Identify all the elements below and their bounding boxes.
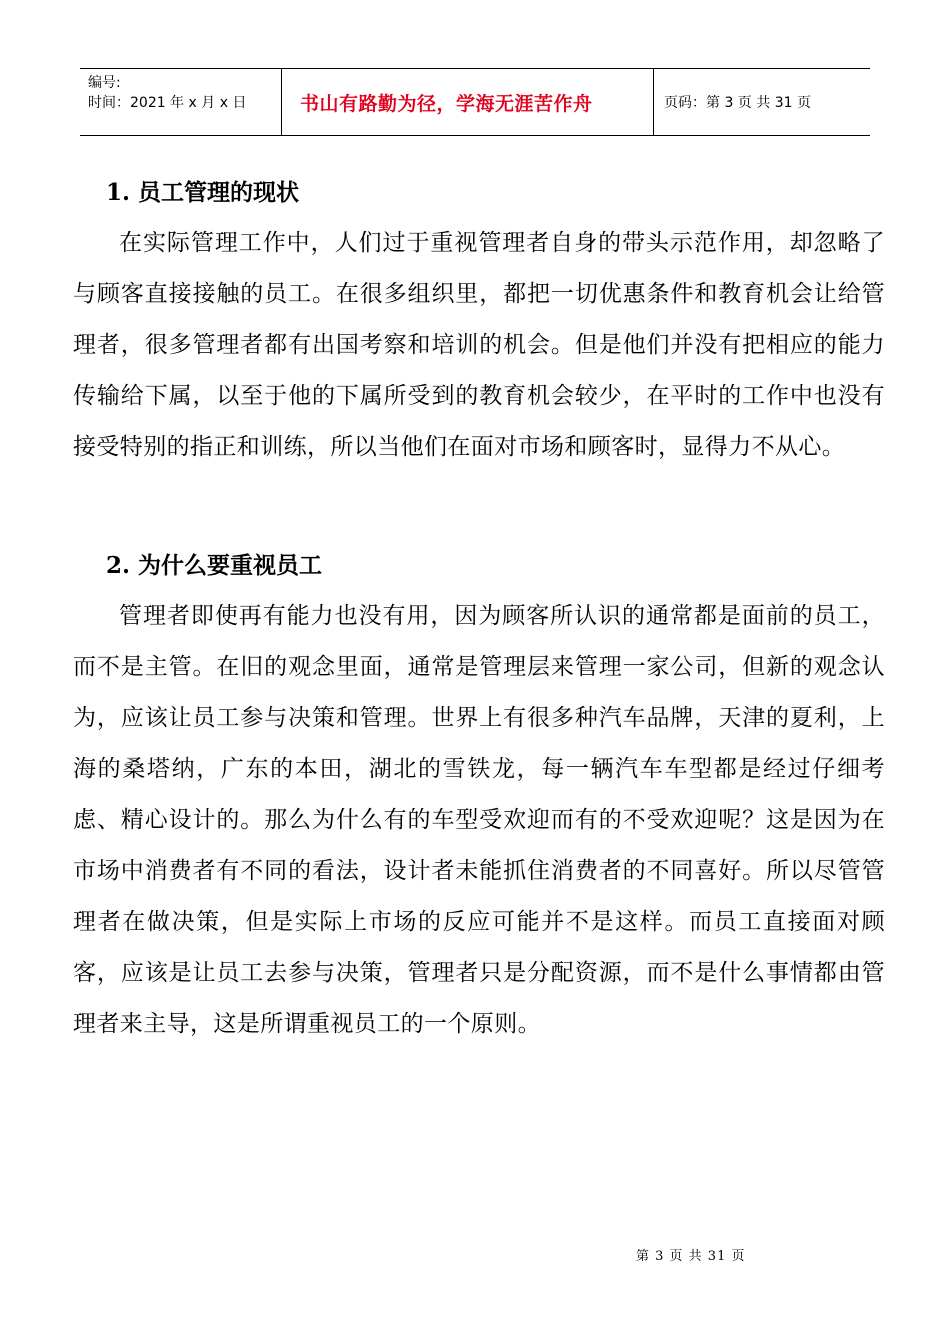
header-page-cell [654,69,870,135]
section-paragraph-1: 在实际管理工作中，人们过于重视管理者自身的带头示范作用，却忽略了与顾客直接接触的员工。在很多组织里，都把一切优惠条件和教育机会让给管理者，很多管理者都有出国考察和培训的机会。但是他们并没有把相应的能力传输给下属，以至于他的下属所受到的教育机会较少，在平时的工作中也没有接受特别的指正和训练，所以当他们在面对市场和顾客时，显得力不从心。 [73,230,885,460]
section-title-1: 1. 员工管理的现状 [106,179,300,206]
section-paragraph-2: 管理者即使再有能力也没有用，因为顾客所认识的通常都是面前的员工，而不是主管。在旧的观念里面，通常是管理层来管理一家公司，但新的观念认为，应该让员工参与决策和管理。世界上有很多种汽车品牌，天津的夏利，上海的桑塔纳，广东的本田，湖北的雪铁龙，每一辆汽车车型都是经过仔细考虑、精心设计的。那么为什么有的车型受欢迎而有的不受欢迎呢？这是因为在市场中消费者有不同的看法，设计者未能抓住消费者的不同喜好。所以尽管管理者在做决策，但是实际上市场的反应可能并不是这样。而员工直接面对顾客，应该是让员工去参与决策，管理者只是分配资源，而不是什么事情都由管理者来主导，这是所谓重视员工的一个原则。 [73,603,885,1037]
slogan: 书山有路勤为径，学海无涯苦作舟 [300,92,593,115]
section-gap [73,473,885,541]
header-slogan-cell [282,69,654,135]
time-label: 时间：2021 年 x 月 x 日 [88,95,247,111]
number-label: 编号: [88,75,121,91]
page-footer: 第 3 页 共 31 页 [636,1249,746,1264]
page-info: 页码：第 3 页 共 31 页 [664,95,811,111]
document-header [80,68,870,136]
header-meta-cell [80,69,282,135]
document-body [73,168,885,1050]
section-title-2: 2. 为什么要重视员工 [106,552,323,579]
